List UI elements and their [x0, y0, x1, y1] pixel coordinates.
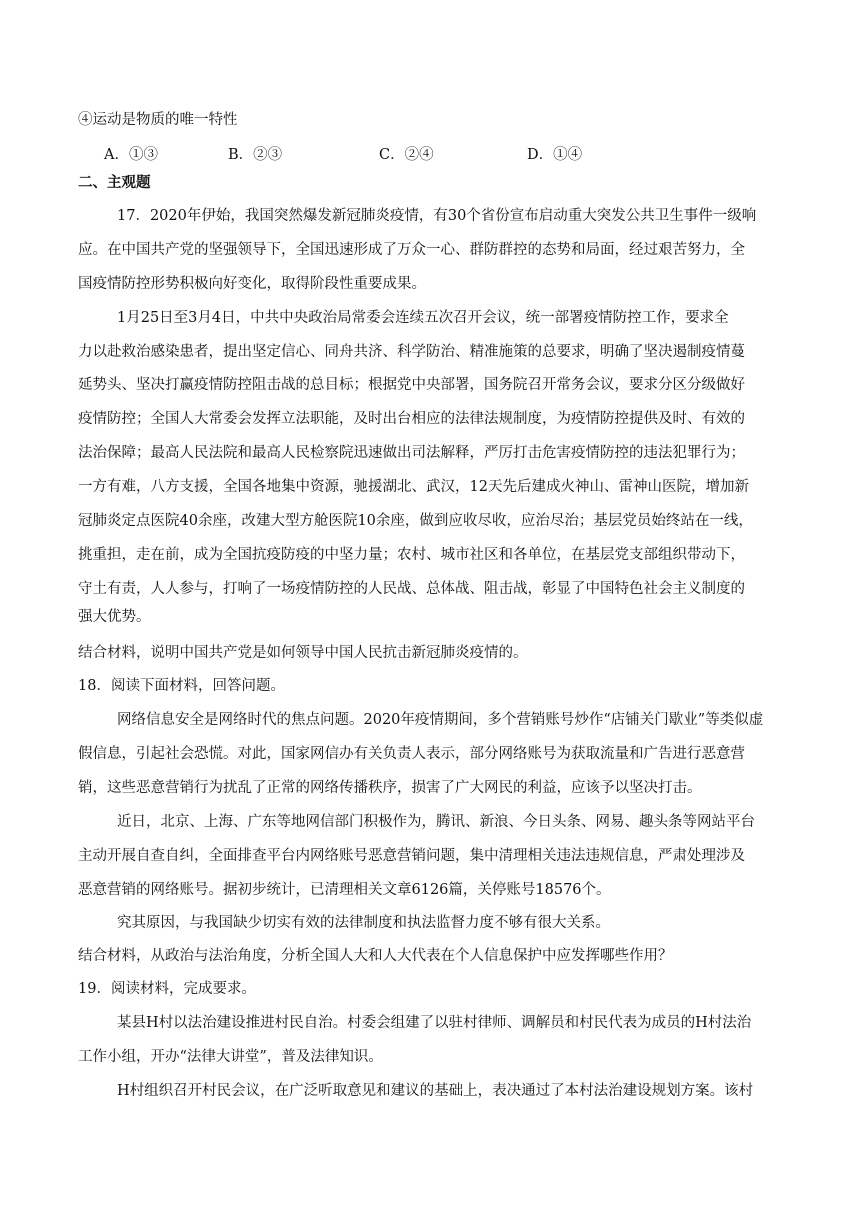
q17-para2-line9: 守土有责，人人参与，打响了一场疫情防控的人民战、总体战、阻击战，彰显了中国特色社会主义制度的 — [78, 581, 745, 597]
q19-para1-line1: 某县H村以法治建设推进村民自治。村委会组建了以驻村律师、调解员和村民代表为成员的H村法治 — [117, 1015, 752, 1031]
q18-para2-line1: 近日，北京、上海、广东等地网信部门积极作为，腾讯、新浪、今日头条、网易、趣头条等网站平台 — [117, 814, 755, 830]
q17-question: 结合材料，说明中国共产党是如何领导中国人民抗击新冠肺炎疫情的。 — [78, 645, 528, 661]
section-title: 二、主观题 — [78, 175, 151, 191]
q17-para1-line2: 应。在中国共产党的坚强领导下，全国迅速形成了万众一心、群防群控的态势和局面，经过艰苦努力，全 — [78, 242, 745, 258]
q17-para2-line1: 1月25日至3月4日，中共中央政治局常委会连续五次召开会议，统一部署疫情防控工作，要求全 — [117, 310, 729, 326]
q17-para2-line4: 疫情防控；全国人大常委会发挥立法职能，及时出台相应的法律法规制度，为疫情防控提供及时、有效的 — [78, 411, 745, 427]
q19-para2-line1: H村组织召开村民会议，在广泛听取意见和建议的基础上，表决通过了本村法治建设规划方案。该村 — [117, 1083, 754, 1099]
q17-para2-line3: 延势头、坚决打赢疫情防控阻击战的总目标；根据党中央部署，国务院召开常务会议，要求分区分级做好 — [78, 377, 745, 393]
q18-para2-line3: 恶意营销的网络账号。据初步统计，已清理相关文章6126篇，关停账号18576个。 — [78, 882, 611, 898]
q17-para1-line3: 国疫情防控形势积极向好变化，取得阶段性重要成果。 — [78, 276, 426, 292]
q16-option-b: B．②③ — [228, 147, 283, 163]
q17-para2-line2: 力以赴救治感染患者，提出坚定信心、同舟共济、科学防治、精准施策的总要求，明确了坚决遏制疫情蔓 — [78, 344, 745, 360]
q19-para1-line2: 工作小组，开办“法律大讲堂”，普及法律知识。 — [78, 1049, 383, 1065]
q18-para2-line2: 主动开展自查自纠，全面排查平台内网络账号恶意营销问题，集中清理相关违法违规信息，严肃处理涉及 — [78, 848, 745, 864]
q18-para1-line2: 假信息，引起社会恐慌。对此，国家网信办有关负责人表示，部分网络账号为获取流量和广告进行恶意营 — [78, 746, 745, 762]
q16-item-4: ④运动是物质的唯一特性 — [78, 112, 238, 128]
q18-para3: 究其原因，与我国缺少切实有效的法律制度和执法监督力度不够有很大关系。 — [117, 915, 610, 931]
q18-title: 18．阅读下面材料，回答问题。 — [78, 678, 285, 694]
q17-para2-line8: 挑重担，走在前，成为全国抗疫防疫的中坚力量；农村、城市社区和各单位，在基层党支部组织带动下， — [78, 547, 745, 563]
q17-para1-line1: 17．2020年伊始，我国突然爆发新冠肺炎疫情，有30个省份宣布启动重大突发公共卫生事件一级响 — [117, 208, 757, 224]
q17-para2-line7: 冠肺炎定点医院40余座，改建大型方舱医院10余座，做到应收尽收，应治尽治；基层党员始终站在一线， — [78, 513, 753, 529]
q16-option-c: C．②④ — [379, 147, 434, 163]
q18-para1-line3: 销，这些恶意营销行为扰乱了正常的网络传播秩序，损害了广大网民的利益，应该予以坚决打击。 — [78, 780, 702, 796]
q17-para2-line6: 一方有难，八方支援，全国各地集中资源，驰援湖北、武汉，12天先后建成火神山、雷神山医院，增加新 — [78, 479, 749, 495]
q17-para2-line5: 法治保障；最高人民法院和最高人民检察院迅速做出司法解释，严厉打击危害疫情防控的违法犯罪行为； — [78, 445, 745, 461]
q16-option-a: A．①③ — [104, 147, 158, 163]
q18-para1-line1: 网络信息安全是网络时代的焦点问题。2020年疫情期间，多个营销账号炒作“店铺关门歇业”等类似虚 — [117, 712, 764, 728]
q18-question: 结合材料，从政治与法治角度，分析全国人大和人大代表在个人信息保护中应发挥哪些作用？ — [78, 948, 673, 964]
q19-title: 19．阅读材料，完成要求。 — [78, 981, 256, 997]
q16-option-d: D．①④ — [527, 147, 583, 163]
q17-para2-line10: 强大优势。 — [78, 609, 151, 625]
